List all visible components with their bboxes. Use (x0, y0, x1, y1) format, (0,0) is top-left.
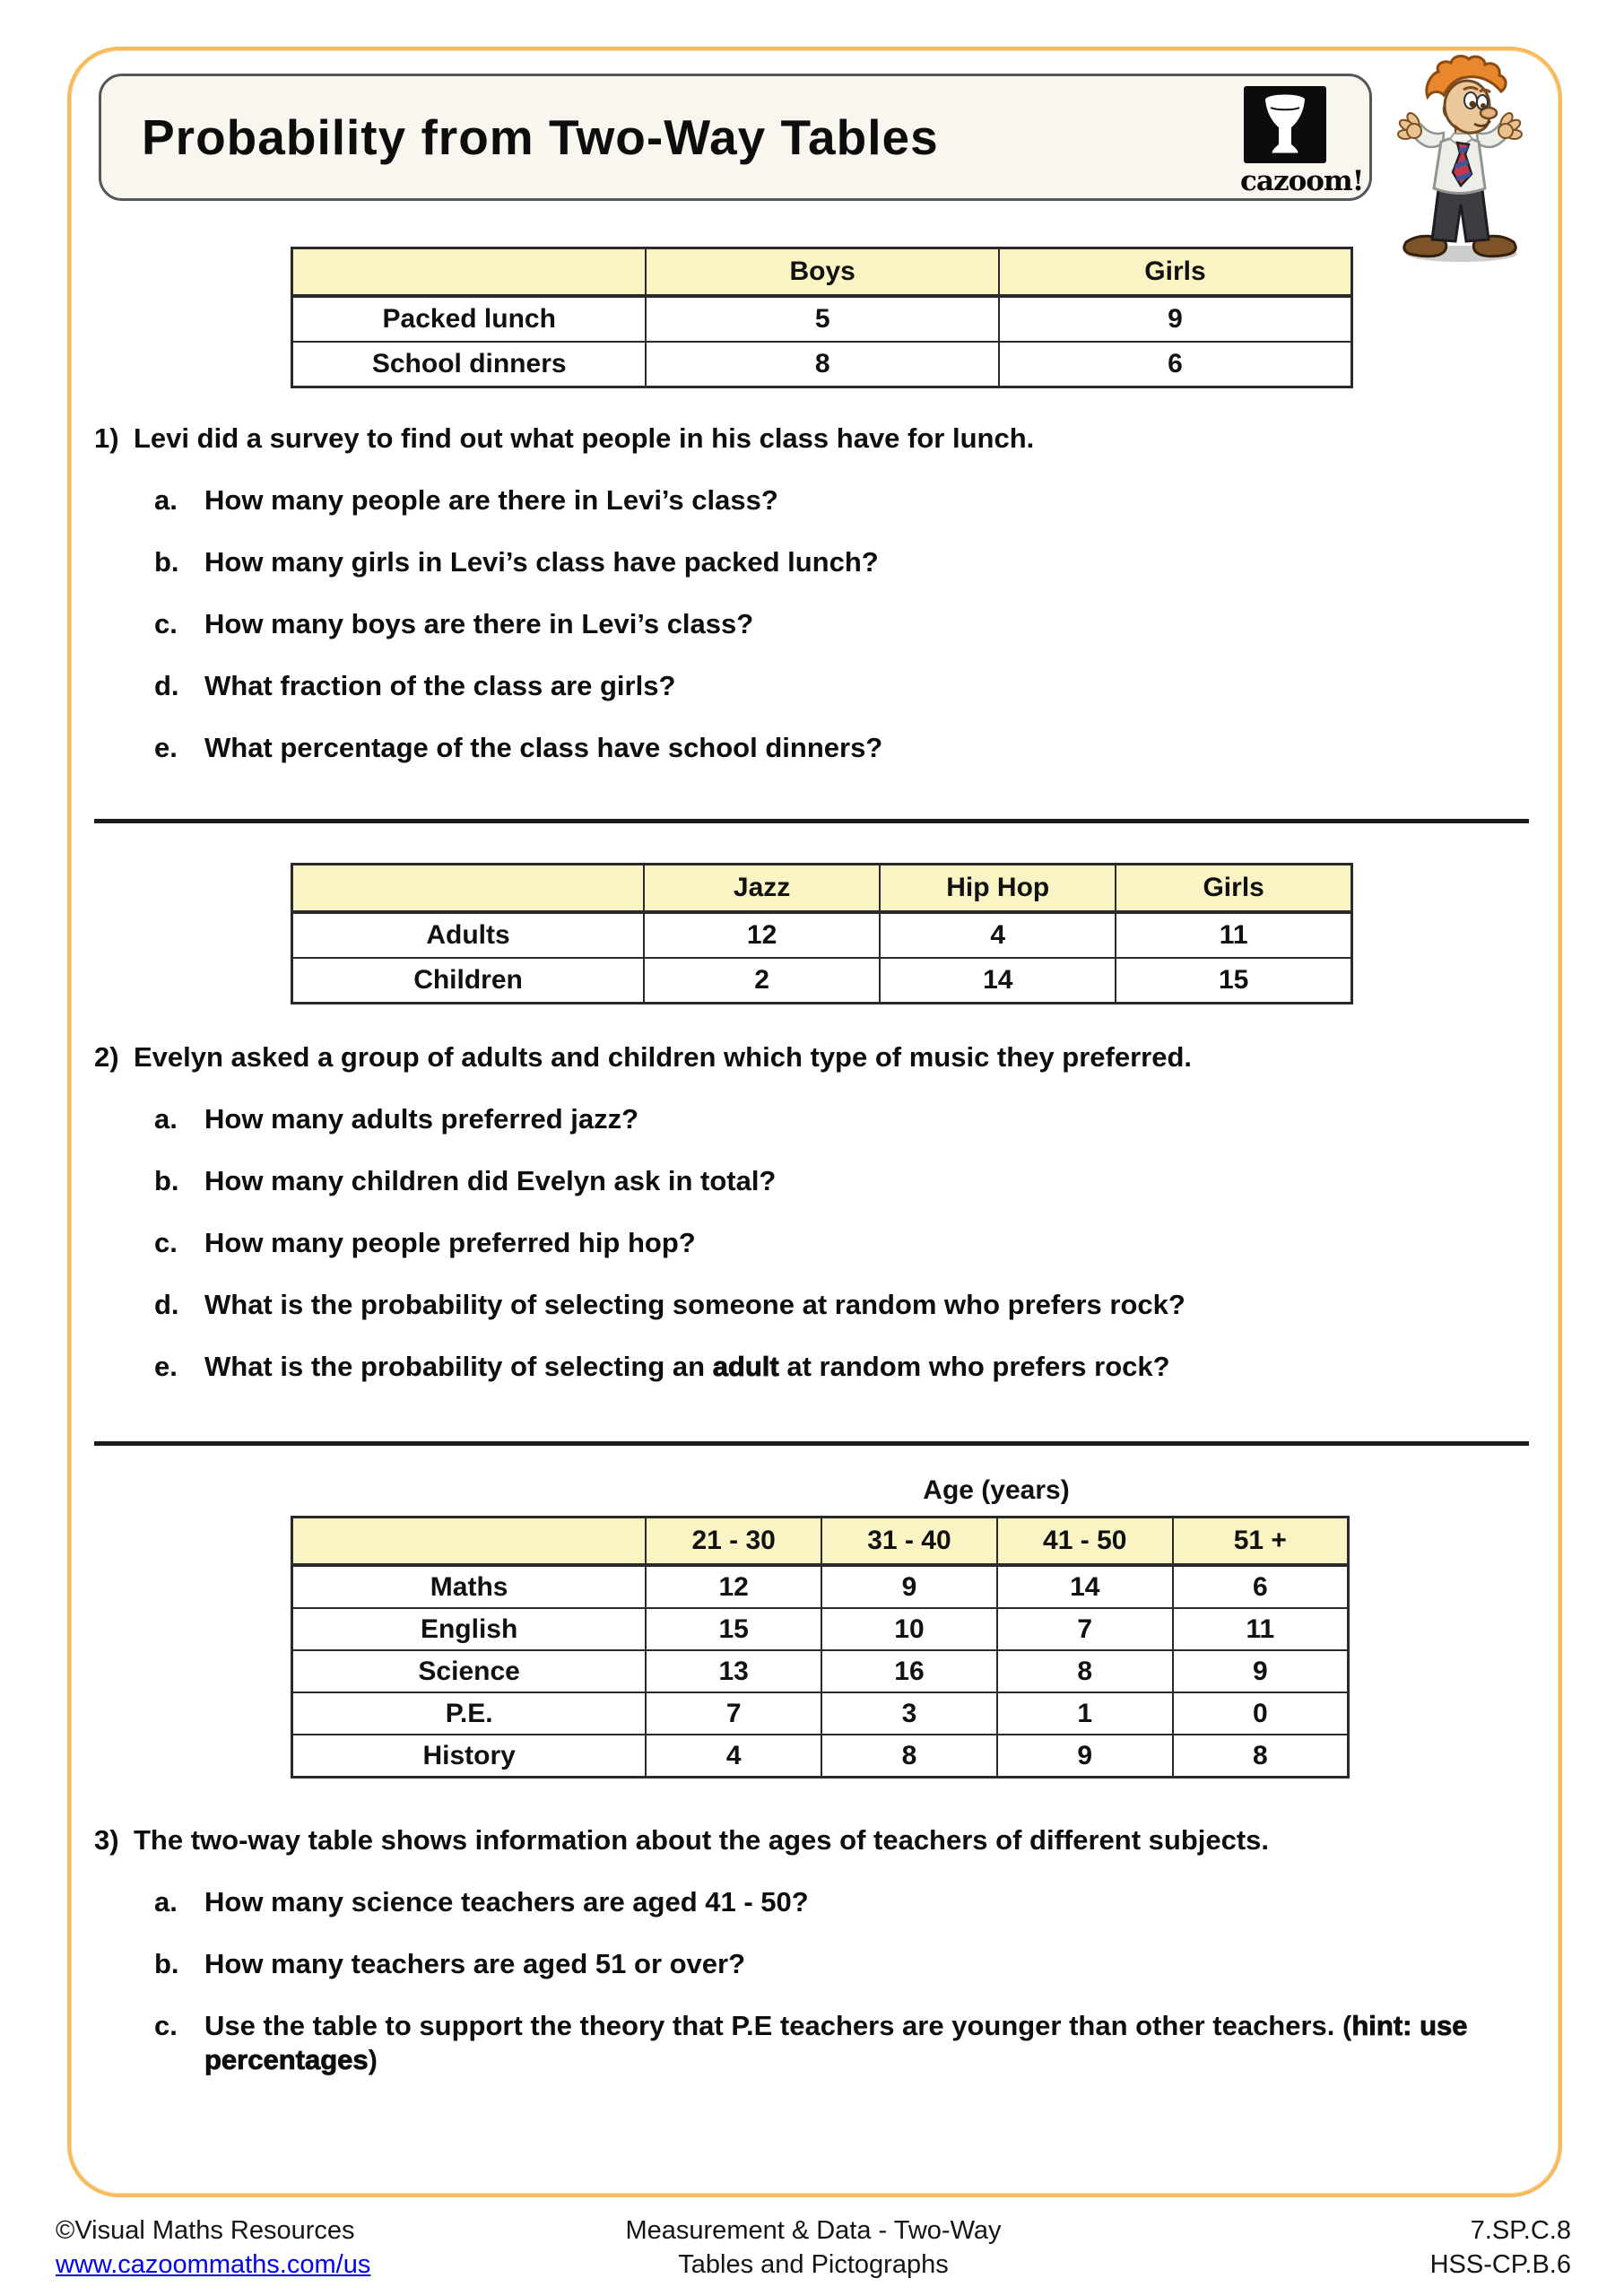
row-label: Packed lunch (292, 296, 647, 342)
row-label: Maths (292, 1565, 647, 1608)
question-part (154, 2009, 1551, 2077)
table-row (292, 296, 1352, 342)
text: What percentage of the class have school dinners? (204, 732, 883, 763)
worksheet-header (99, 74, 1372, 201)
page-title: Probability from Two-Way Tables (142, 109, 939, 165)
part-letter: b. (154, 1948, 179, 1979)
table-cell: 11 (1116, 912, 1351, 958)
teacher-ages-two-way-table (291, 1516, 1350, 1779)
question-prompt (94, 1040, 1551, 1074)
question-1 (94, 422, 1551, 765)
text: What is the probability of selecting someone at random who prefers rock? (204, 1289, 1185, 1320)
table-cell: 9 (999, 296, 1352, 342)
text: Levi did a survey to find out what people in his class have for lunch. (134, 422, 1035, 454)
table-cell: 0 (1173, 1692, 1349, 1735)
part-letter: d. (154, 1289, 179, 1320)
table-cell: 10 (821, 1608, 997, 1650)
table-cell: 6 (999, 342, 1352, 387)
row-label: Adults (292, 912, 645, 958)
text: How many teachers are aged 51 or over? (204, 1948, 746, 1979)
question-part (154, 1102, 1551, 1136)
music-two-way-table (291, 863, 1353, 1004)
table-cell: 4 (646, 1735, 821, 1778)
bold-text: adult (712, 1351, 779, 1382)
text: ) (368, 2044, 378, 2075)
table-cell: 7 (997, 1608, 1173, 1650)
section-divider (94, 1441, 1529, 1446)
part-text (204, 1885, 1551, 1919)
part-text (204, 1102, 1551, 1136)
row-label: Children (292, 958, 645, 1004)
column-header (292, 865, 645, 913)
table-row (292, 1735, 1349, 1778)
text: How many children did Evelyn ask in total? (204, 1165, 777, 1196)
table-row (292, 342, 1352, 387)
question-part (154, 669, 1551, 703)
table-cell: 7 (646, 1692, 821, 1735)
question-part (154, 1226, 1551, 1260)
standard-code-2: HSS-CP.B.6 (1429, 2250, 1571, 2279)
topic-line-2: Tables and Pictographs (678, 2250, 949, 2279)
part-text (204, 1350, 1551, 1384)
question-part (154, 1350, 1551, 1384)
part-letter: b. (154, 546, 179, 578)
part-letter: c. (154, 608, 178, 639)
table-row (292, 1608, 1349, 1650)
table-cell: 13 (646, 1650, 821, 1692)
question-number: 3) (94, 1824, 119, 1856)
column-header: Hip Hop (880, 865, 1116, 913)
part-letter: a. (154, 1886, 178, 1918)
part-letter: a. (154, 484, 178, 516)
table-cell: 16 (821, 1650, 997, 1692)
part-letter: c. (154, 1227, 178, 1258)
text: How many girls in Levi’s class have packed lunch? (204, 546, 879, 578)
part-letter: e. (154, 732, 178, 763)
part-text (204, 1164, 1551, 1198)
part-text (204, 545, 1551, 579)
table-row (292, 1692, 1349, 1735)
part-text (204, 2009, 1551, 2077)
table-caption-age-years: Age (years) (923, 1475, 1070, 1505)
table-row (292, 1565, 1349, 1608)
table-cell: 8 (821, 1735, 997, 1778)
table-cell: 9 (997, 1735, 1173, 1778)
column-header: 21 - 30 (646, 1518, 821, 1566)
column-header: 51 + (1173, 1518, 1349, 1566)
question-part (154, 607, 1551, 641)
row-label: Science (292, 1650, 647, 1692)
table-cell: 3 (821, 1692, 997, 1735)
djembe-drum-icon (1240, 86, 1330, 163)
footer-right (1105, 2213, 1571, 2282)
part-text (204, 1226, 1551, 1260)
question-part (154, 545, 1551, 579)
table-cell: 2 (644, 958, 880, 1004)
table-cell: 12 (644, 912, 880, 958)
table-cell: 14 (880, 958, 1116, 1004)
table-header-row (292, 865, 1352, 913)
question-part (154, 1288, 1551, 1322)
question-prompt (94, 422, 1551, 456)
question-prompt-text (134, 1823, 1551, 1857)
table-row (292, 912, 1352, 958)
part-text (204, 1947, 1551, 1981)
column-header: Girls (1116, 865, 1351, 913)
column-header (292, 248, 647, 297)
copyright-text: ©Visual Maths Resources (56, 2216, 355, 2245)
question-part (154, 483, 1551, 517)
question-number: 2) (94, 1041, 119, 1073)
part-text (204, 669, 1551, 703)
part-letter: e. (154, 1351, 178, 1382)
table-cell: 9 (821, 1565, 997, 1608)
text: How many people are there in Levi’s class? (204, 484, 778, 516)
question-part (154, 731, 1551, 765)
table-cell: 5 (646, 296, 999, 342)
text: The two-way table shows information about the ages of teachers of different subjects. (134, 1824, 1270, 1856)
table-cell: 9 (1173, 1650, 1349, 1692)
part-letter: c. (154, 2010, 178, 2041)
question-number: 1) (94, 422, 119, 454)
footer-center (522, 2213, 1105, 2282)
table-cell: 8 (997, 1650, 1173, 1692)
column-header: Boys (646, 248, 999, 297)
question-part (154, 1885, 1551, 1919)
part-letter: b. (154, 1165, 179, 1196)
part-text (204, 731, 1551, 765)
table-row (292, 958, 1352, 1004)
row-label: History (292, 1735, 647, 1778)
page-footer (0, 2213, 1624, 2282)
standard-code-1: 7.SP.C.8 (1470, 2216, 1571, 2245)
text: How many adults preferred jazz? (204, 1103, 639, 1135)
footer-left (56, 2213, 522, 2282)
logo-wordmark: cazoom! (1240, 165, 1364, 197)
column-header: 31 - 40 (821, 1518, 997, 1566)
text: at random who prefers rock? (778, 1351, 1170, 1382)
table-cell: 12 (646, 1565, 821, 1608)
text: How many science teachers are aged 41 - 50? (204, 1886, 809, 1918)
part-text (204, 483, 1551, 517)
table-cell: 4 (880, 912, 1116, 958)
text: What is the probability of selecting an (204, 1351, 713, 1382)
question-part (154, 1164, 1551, 1198)
table-row (292, 1650, 1349, 1692)
section-divider (94, 819, 1529, 823)
question-prompt-text (134, 422, 1551, 456)
table-cell: 8 (646, 342, 999, 387)
column-header: Girls (999, 248, 1352, 297)
text: How many boys are there in Levi’s class? (204, 608, 754, 639)
table-cell: 8 (1173, 1735, 1349, 1778)
text: What fraction of the class are girls? (204, 670, 676, 701)
table-header-row (292, 1518, 1349, 1566)
part-text (204, 1288, 1551, 1322)
table-cell: 1 (997, 1692, 1173, 1735)
lunch-two-way-table (291, 247, 1353, 388)
question-3 (94, 1823, 1551, 2077)
part-text (204, 607, 1551, 641)
text: How many people preferred hip hop? (204, 1227, 696, 1258)
part-letter: a. (154, 1103, 178, 1135)
question-prompt (94, 1823, 1551, 1857)
question-2 (94, 1040, 1551, 1384)
row-label: P.E. (292, 1692, 647, 1735)
table-header-row (292, 248, 1352, 297)
text: Use the table to support the theory that P.E teachers are younger than other teachers. ( (204, 2010, 1352, 2041)
row-label: School dinners (292, 342, 647, 387)
column-header: Jazz (644, 865, 880, 913)
question-part (154, 1947, 1551, 1981)
question-prompt-text (134, 1040, 1551, 1074)
bold-text: hint: use percentages (204, 2010, 1468, 2075)
website-link[interactable]: www.cazoommaths.com/us (56, 2250, 371, 2279)
table-cell: 15 (646, 1608, 821, 1650)
part-letter: d. (154, 670, 179, 701)
table-cell: 15 (1116, 958, 1351, 1004)
table-cell: 6 (1173, 1565, 1349, 1608)
column-header (292, 1518, 647, 1566)
cartoon-teacher-mascot (1392, 54, 1528, 267)
column-header: 41 - 50 (997, 1518, 1173, 1566)
table-cell: 11 (1173, 1608, 1349, 1650)
text: Evelyn asked a group of adults and children which type of music they preferred. (134, 1041, 1192, 1073)
row-label: English (292, 1608, 647, 1650)
topic-line-1: Measurement & Data - Two-Way (625, 2216, 1002, 2245)
table-cell: 14 (997, 1565, 1173, 1608)
cazoom-logo (1240, 86, 1364, 197)
